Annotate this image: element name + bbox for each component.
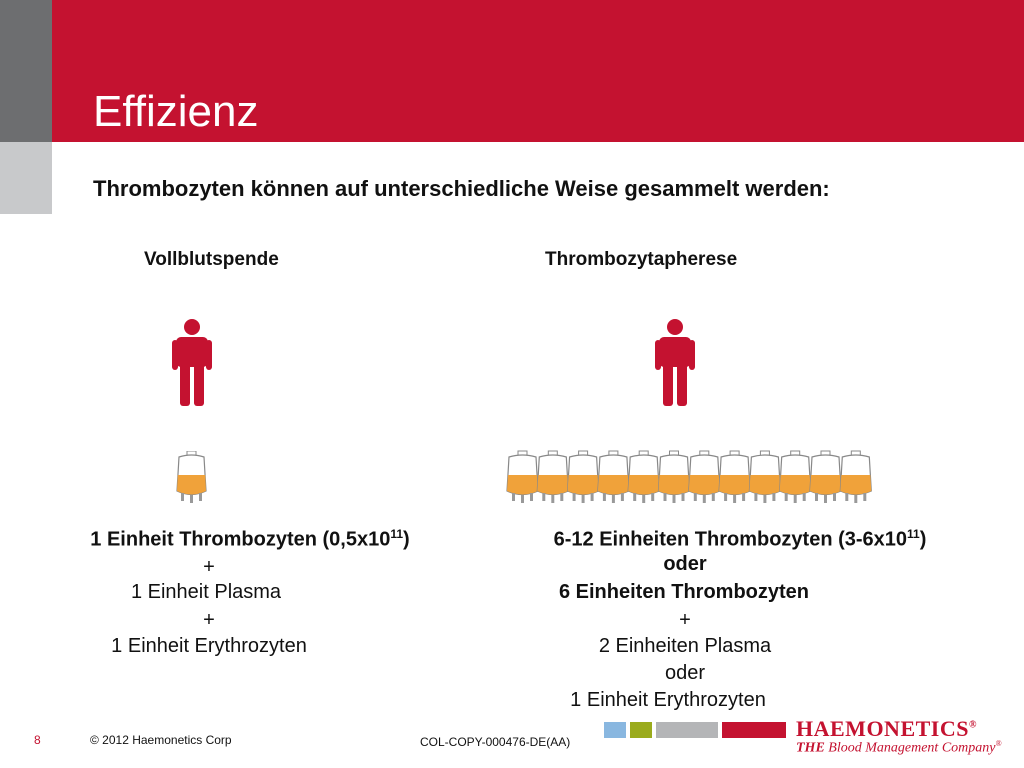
right-line1: 6-12 Einheiten Thrombozyten $(3-6x10^{11})$: [553, 527, 927, 551]
color-bar-gray: [656, 722, 718, 738]
platelet-bag-icon: [175, 451, 208, 503]
document-code: COL-COPY-000476-DE(AA): [420, 735, 571, 749]
right-plus: +: [679, 609, 691, 631]
left-line3: 1 Einheit Erythrozyten: [111, 635, 307, 657]
platelet-bag-icon: [689, 451, 720, 503]
left-plus-1: +: [203, 556, 215, 578]
sidebar-accent-light: [0, 142, 52, 214]
right-oder-1: oder: [663, 553, 707, 575]
platelet-bag-icon: [537, 451, 568, 503]
color-square-green: [630, 722, 652, 738]
color-square-blue: [604, 722, 626, 738]
page-number: 8: [34, 733, 41, 747]
platelet-bag-icon: [598, 451, 629, 503]
slide-subtitle: Thrombozyten können auf unterschiedliche Weise gesammelt werden:: [93, 176, 830, 201]
left-line1: 1 Einheit Thrombozyten $(0,5x10^{11})$: [90, 527, 410, 551]
person-icon: [655, 318, 695, 408]
color-bar-red: [722, 722, 786, 738]
platelet-bag-icon: [749, 451, 780, 503]
platelet-bag-icon: [659, 451, 690, 503]
sidebar-accent-dark: [0, 0, 52, 142]
left-heading: Vollblutspende: [144, 249, 279, 270]
left-line2: 1 Einheit Plasma: [130, 581, 282, 603]
right-line2: 6 Einheiten Thrombozyten: [558, 581, 810, 603]
slide-title: Effizienz: [93, 87, 259, 136]
platelet-bag-icon: [628, 451, 659, 503]
right-heading: Thrombozytapherese: [545, 249, 738, 270]
platelet-bag-icon: [507, 451, 538, 503]
platelet-bag-icon: [719, 451, 750, 503]
person-icon: [172, 318, 212, 408]
company-tagline: THE Blood Management Company®: [796, 739, 1002, 756]
platelet-bag-icon: [810, 451, 841, 503]
platelet-bag-icon: [840, 451, 871, 503]
copyright: © 2012 Haemonetics Corp: [90, 733, 232, 747]
platelet-bags-row: [506, 450, 874, 504]
platelet-bag-icon: [568, 451, 599, 503]
platelet-bag-icon: [780, 451, 811, 503]
left-plus-2: +: [203, 609, 215, 631]
right-line3: 2 Einheiten Plasma: [598, 635, 772, 657]
company-logo: HAEMONETICS®: [796, 716, 977, 741]
right-oder-2: oder: [664, 662, 706, 684]
right-line4: 1 Einheit Erythrozyten: [570, 689, 766, 711]
